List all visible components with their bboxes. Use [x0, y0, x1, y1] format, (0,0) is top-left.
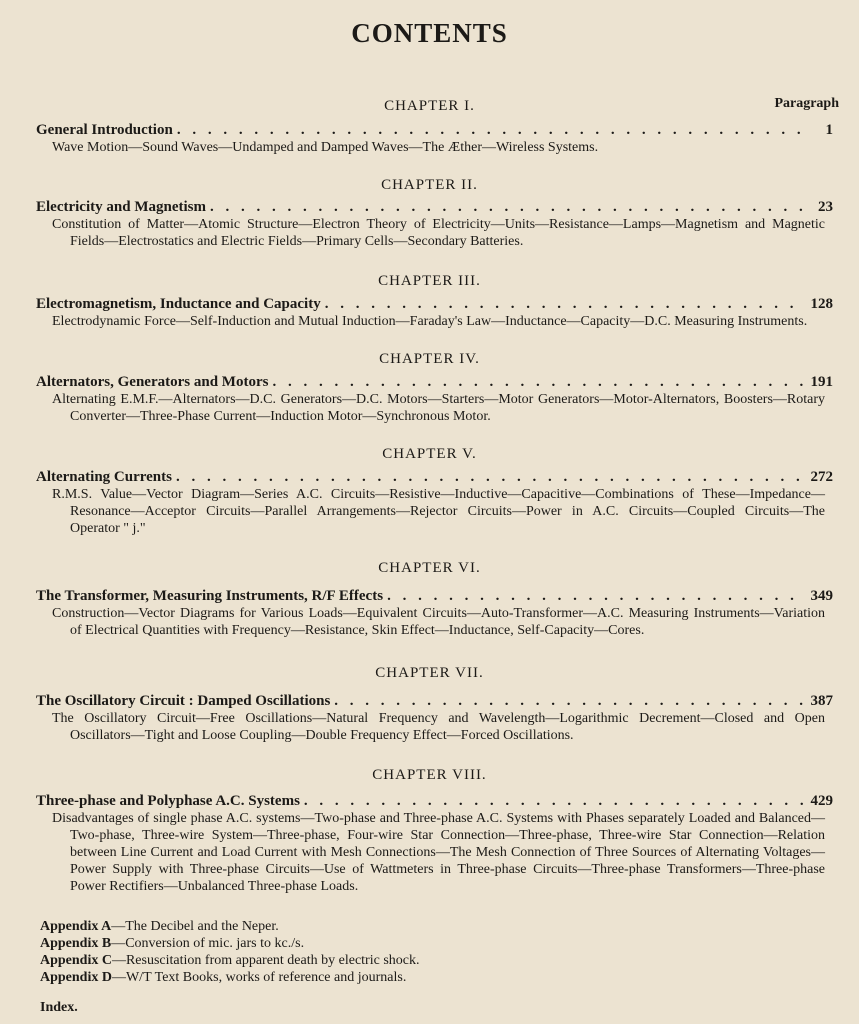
chapter-description: The Oscillatory Circuit—Free Oscillations—Natural Frequency and Wavelength—Logarithmic Decrement—Closed and Open Oscillators—Tight and Loose Coupling—Double Frequency Effect—Forced Oscillations.	[52, 711, 825, 743]
chapter-heading: CHAPTER VII.	[375, 665, 484, 681]
appendix-text: —Conversion of mic. jars to kc./s.	[111, 936, 305, 951]
chapter-entry	[36, 121, 833, 156]
chapter-description: Construction—Vector Diagrams for Various Loads—Equivalent Circuits—Auto-Transformer—A.C. Measuring Instruments—Variation of Electrical Quantities with Frequency—Resistance, Skin Effect—Inductance, Self-Capacity—Cores.	[52, 606, 825, 638]
chapter-description: Constitution of Matter—Atomic Structure—Electron Theory of Electricity—Units—Resistance—Lamps—Magnetism and Magnetic Fields—Electrostatics and Electric Fields—Primary Cells—Secondary Batteries.	[52, 217, 825, 249]
paragraph-column-header: Paragraph	[774, 96, 839, 111]
chapter-title: Alternating Currents	[36, 469, 172, 485]
appendix-label: Appendix D	[40, 970, 112, 985]
paragraph-number: 272	[810, 469, 833, 485]
chapter-title: Electromagnetism, Inductance and Capacity	[36, 296, 321, 312]
chapter-title: General Introduction	[36, 122, 173, 138]
paragraph-number: 349	[810, 588, 833, 604]
paragraph-number: 387	[810, 693, 833, 709]
chapter-title: The Oscillatory Circuit : Damped Oscillations	[36, 693, 331, 709]
chapter-entry	[36, 587, 833, 639]
index-label: Index.	[40, 1000, 78, 1015]
appendix-item	[40, 952, 419, 969]
leader-dots	[330, 692, 803, 710]
appendix-list	[40, 918, 419, 986]
chapter-description: Disadvantages of single phase A.C. systems—Two-phase and Three-phase A.C. Systems with Phases separately Loaded and Balanced—Two-phase, Three-wire System—Three-phase, Four-wire Star Connection—Three-phase, Three-wire Star Connection—Relation between Line Current and Load Current with Mesh Connections—The Mesh Connection of Three Sources of Alternating Voltages—Power Supply with Three-phase Circuits—Use of Wattmeters in Three-phase Circuits—Three-phase Transformers—Three-phase Power Rectifiers—Unbalanced Three-phase Loads.	[52, 811, 825, 894]
paragraph-number: 1	[825, 122, 833, 138]
chapter-entry	[36, 692, 833, 744]
leader-dots	[173, 121, 803, 139]
chapter-entry	[36, 792, 833, 895]
leader-dots	[172, 468, 803, 486]
chapter-heading: CHAPTER IV.	[379, 351, 480, 367]
appendix-label: Appendix B	[40, 936, 112, 951]
appendix-text: —Resuscitation from apparent death by electric shock.	[111, 953, 420, 968]
appendix-label: Appendix A	[40, 919, 112, 934]
chapter-heading: CHAPTER I.	[384, 98, 475, 114]
chapter-title: The Transformer, Measuring Instruments, R/F Effects	[36, 588, 384, 604]
chapter-description: Alternating E.M.F.—Alternators—D.C. Generators—D.C. Motors—Starters—Motor Generators—Motor-Alternators, Boosters—Rotary Converter—Three-Phase Current—Induction Motor—Synchronous Motor.	[52, 392, 825, 424]
appendix-item	[40, 918, 419, 935]
leader-dots	[206, 198, 803, 216]
chapter-heading: CHAPTER II.	[381, 177, 478, 193]
page-title: CONTENTS	[351, 18, 508, 48]
chapter-title: Alternators, Generators and Motors	[36, 374, 269, 390]
paragraph-number: 429	[810, 793, 833, 809]
chapter-entry	[36, 295, 833, 330]
chapter-description: Electrodynamic Force—Self-Induction and Mutual Induction—Faraday's Law—Inductance—Capacity—D.C. Measuring Instruments.	[52, 314, 808, 329]
appendix-item	[40, 935, 419, 952]
paragraph-number: 23	[818, 199, 833, 215]
chapter-title: Electricity and Magnetism	[36, 199, 206, 215]
chapter-heading: CHAPTER III.	[378, 273, 481, 289]
appendix-text: —The Decibel and the Neper.	[111, 919, 279, 934]
appendix-label: Appendix C	[40, 953, 112, 968]
chapter-entry	[36, 198, 833, 250]
chapter-heading: CHAPTER V.	[382, 446, 477, 462]
chapter-entry	[36, 468, 833, 537]
leader-dots	[268, 373, 803, 391]
leader-dots	[300, 792, 803, 810]
appendix-text: —W/T Text Books, works of reference and journals.	[111, 970, 407, 985]
leader-dots	[383, 587, 803, 605]
leader-dots	[321, 295, 803, 313]
chapter-description: Wave Motion—Sound Waves—Undamped and Damped Waves—The Æther—Wireless Systems.	[52, 140, 599, 155]
appendix-item	[40, 969, 419, 986]
paragraph-number: 191	[810, 374, 833, 390]
chapter-description: R.M.S. Value—Vector Diagram—Series A.C. Circuits—Resistive—Inductive—Capacitive—Combinations of These—Impedance—Resonance—Acceptor Circuits—Parallel Arrangements—Rejector Circuits—Power in A.C. Circuits—Coupled Circuits—The Operator " j."	[52, 487, 825, 536]
chapter-heading: CHAPTER VI.	[378, 560, 481, 576]
paragraph-number: 128	[810, 296, 833, 312]
chapter-title: Three-phase and Polyphase A.C. Systems	[36, 793, 300, 809]
chapter-heading: CHAPTER VIII.	[372, 767, 487, 783]
chapter-entry	[36, 373, 833, 425]
